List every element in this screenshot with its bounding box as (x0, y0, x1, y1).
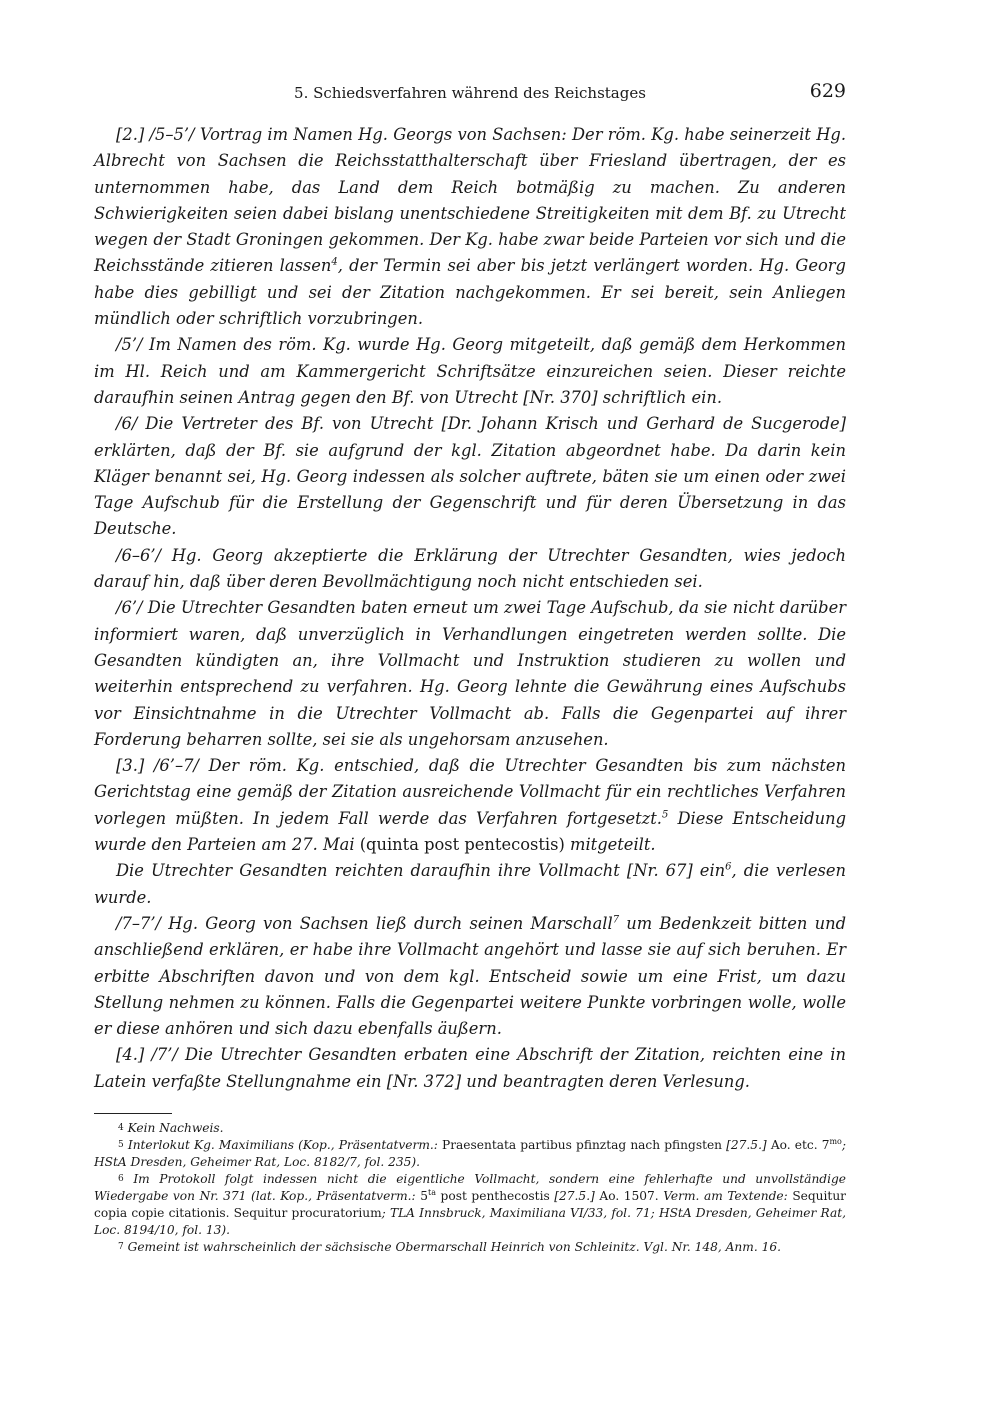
paragraph-2: /5’/ Im Namen des röm. Kg. wurde Hg. Georg mitgeteilt, daß gemäß dem Herkommen im Hl. Reich und am Kammergericht Schriftsätze einzureichen seien. Dieser reichte daraufhin seinen Antrag gegen den Bf. von Utrecht [Nr. 370] schriftlich ein. (94, 335, 846, 407)
footnote-6: 6 Im Protokoll folgt indessen nicht die eigentliche Vollmacht, sondern eine fehlerhafte und unvollständige Wiedergabe von Nr. 371 (lat. Kop., Präsentatverm.: $5^{ta}$ post penthecostis [27.5.] Ao. 1507. Verm. am Textende: Sequitur copia copie citationis. Sequitur procuratorium; TLA Innsbruck, Maximiliana VI/33, fol. 71; HStA Dresden, Geheimer Rat, Loc. 8194/10, fol. 13). (94, 1171, 847, 1237)
footnote-5: 5 Interlokut Kg. Maximilians (Kop., Präsentatverm.: Praesentata partibus pfinztag nach pfingsten [27.5.] Ao. etc. $7^{mo}$; HStA Dresden, Geheimer Rat, Loc. 8182/7, fol. 235). (94, 1136, 846, 1169)
paragraph-3: /6/ Die Vertreter des Bf. von Utrecht [Dr. Johann Krisch und Gerhard de Sucgerode] erklärten, daß der Bf. sie aufgrund der kgl. Zitation abgeordnet habe. Da darin kein Kläger benannt sei, Hg. Georg indessen als solcher auftrete, bäten sie um einen oder zwei Tage Aufschub für die Erstellung der Gegenschrift und für deren Übersetzung in das Deutsche. (94, 414, 846, 539)
paragraph-8: /7–7’/ Hg. Georg von Sachsen ließ durch seinen Marschall$^7$ um Bedenkzeit bitten und anschließend erklären, er habe ihre Vollmacht angehört und lasse sie auf sich beruhen. Er erbitte Abschriften davon und von dem kgl. Entscheid sowie um eine Frist, um dazu Stellung nehmen zu können. Falls die Gegenpartei weitere Punkte vorbringen wolle, wolle er diese anhören und sich dazu ebenfalls äußern. (94, 913, 847, 1039)
main-text (94, 122, 846, 1095)
footnote-ref-5[interactable]: 5 (661, 809, 669, 821)
page-number: 629 (809, 80, 846, 102)
footnote-ref-7[interactable]: 7 (612, 914, 620, 926)
page-header (94, 76, 846, 112)
footnote-ref-6[interactable]: 6 (725, 861, 732, 873)
paragraph-1: [2.] /5–5’/ Vortrag im Namen Hg. Georgs von Sachsen: Der röm. Kg. habe seinerzeit Hg. Albrecht von Sachsen die Reichsstatthalterschaft über Friesland übertragen, der es unternommen habe, das Land dem Reich botmäßig zu machen. Zu anderen Schwierigkeiten seien dabei bislang unentschiedene Streitigkeiten mit dem Bf. zu Utrecht wegen der Stadt Groningen gekommen. Der Kg. habe zwar beide Parteien vor sich und die Reichsstände zitieren lassen$^4$, der Termin sei aber bis jetzt verlängert worden. Hg. Georg habe dies gebilligt und sei der Zitation nachgekommen. Er sei bereit, sein Anliegen mündlich oder schriftlich vorzubringen. (94, 125, 846, 329)
footnote-divider (94, 1113, 172, 1114)
paragraph-4: /6–6’/ Hg. Georg akzeptierte die Erklärung der Utrechter Gesandten, wies jedoch darauf hin, daß über deren Bevollmächtigung noch nicht entschieden sei. (94, 545, 846, 592)
document-page (94, 76, 846, 1256)
paragraph-7: Die Utrechter Gesandten reichten daraufhin ihre Vollmacht [Nr. 67] ein$^6$, die verlesen wurde. (94, 861, 846, 907)
footnote-4: 4 Kein Nachweis. (118, 1120, 224, 1135)
running-title: 5. Schiedsverfahren während des Reichstages (294, 84, 646, 102)
footnote-7: 7 Gemeint ist wahrscheinlich der sächsische Obermarschall Heinrich von Schleinitz. Vgl. Nr. 148, Anm. 16. (118, 1239, 781, 1254)
paragraph-5: /6’/ Die Utrechter Gesandten baten erneut um zwei Tage Aufschub, da sie nicht darüber informiert waren, daß unverzüglich in Verhandlungen eingetreten werden sollte. Die Gesandten kündigten an, ihre Vollmacht und Instruktion studieren zu wollen und weiterhin entsprechend zu verfahren. Hg. Georg lehnte die Gewährung eines Aufschubs vor Einsichtnahme in die Utrechter Vollmacht ab. Falls die Gegenpartei auf ihrer Forderung beharren sollte, sei sie als ungehorsam anzusehen. (94, 598, 846, 749)
paragraph-6: [3.] /6’–7/ Der röm. Kg. entschied, daß die Utrechter Gesandten bis zum nächsten Gerichtstag eine gemäß der Zitation ausreichende Vollmacht für ein rechtliches Verfahren vorlegen müßten. In jedem Fall werde das Verfahren fortgesetzt.$^5$ Diese Entscheidung wurde den Parteien am 27. Mai (quinta post pentecostis) mitgeteilt. (94, 756, 846, 855)
footnotes (94, 1120, 846, 1256)
footnote-ref-4[interactable]: 4 (331, 257, 338, 269)
paragraph-9: [4.] /7’/ Die Utrechter Gesandten erbaten eine Abschrift der Zitation, reichten eine in Latein verfaßte Stellungnahme ein [Nr. 372] und beantragten deren Verlesung. (94, 1045, 846, 1091)
